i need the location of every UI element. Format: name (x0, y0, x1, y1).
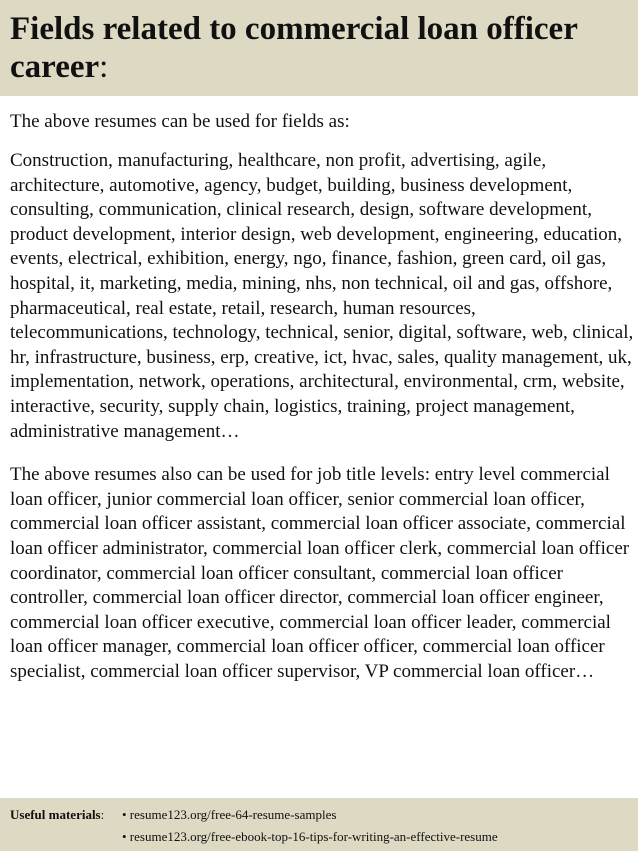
intro-text: The above resumes can be used for fields as: (10, 111, 350, 132)
page-title (10, 10, 610, 86)
page-title-colon: : (99, 49, 109, 85)
footer-link-resume-samples[interactable]: • resume123.org/free-64-resume-samples (122, 807, 337, 822)
footer-link-ebook-tips[interactable]: • resume123.org/free-ebook-top-16-tips-for-writing-an-effective-resume (122, 829, 498, 844)
footer (0, 798, 638, 851)
fields-list: Construction, manufacturing, healthcare, non profit, advertising, agile, architecture, automotive, agency, budget, building, business development, consulting, communication, clinical research, design, software development, product development, interior design, web development, engineering, education, events, electrical, exhibition, energy, ngo, finance, fashion, green card, oil gas, hospital, it, marketing, media, mining, nhs, non technical, oil and gas, offshore, pharmaceutical, real estate, retail, research, human resources, telecommunications, technology, technical, senior, digital, software, web, clinical, hr, infrastructure, business, erp, creative, ict, hvac, sales, quality management, uk, implementation, network, operations, architectural, environmental, crm, website, interactive, security, supply chain, logistics, training, project management, administrative management… (10, 150, 634, 442)
useful-materials-label (10, 804, 122, 826)
useful-materials-label-colon: : (100, 807, 105, 822)
footer-label-spacer (10, 826, 122, 848)
page-header (0, 0, 638, 96)
footer-row-1 (10, 804, 628, 826)
footer-row-2 (10, 826, 628, 848)
page-title-text: Fields related to commercial loan officer career (10, 11, 578, 85)
useful-materials-label-text: Useful materials (10, 807, 101, 822)
job-levels-text: The above resumes also can be used for job title levels: entry level commercial loan officer, junior commercial loan officer, senior commercial loan officer, commercial loan officer assistant, commercial loan officer associate, commercial loan officer administrator, commercial loan officer clerk, commercial loan officer coordinator, commercial loan officer consultant, commercial loan officer controller, commercial loan officer director, commercial loan officer engineer, commercial loan officer executive, commercial loan officer leader, commercial loan officer manager, commercial loan officer officer, commercial loan officer specialist, commercial loan officer supervisor, VP commercial loan officer… (10, 464, 630, 682)
main-content (0, 109, 638, 684)
